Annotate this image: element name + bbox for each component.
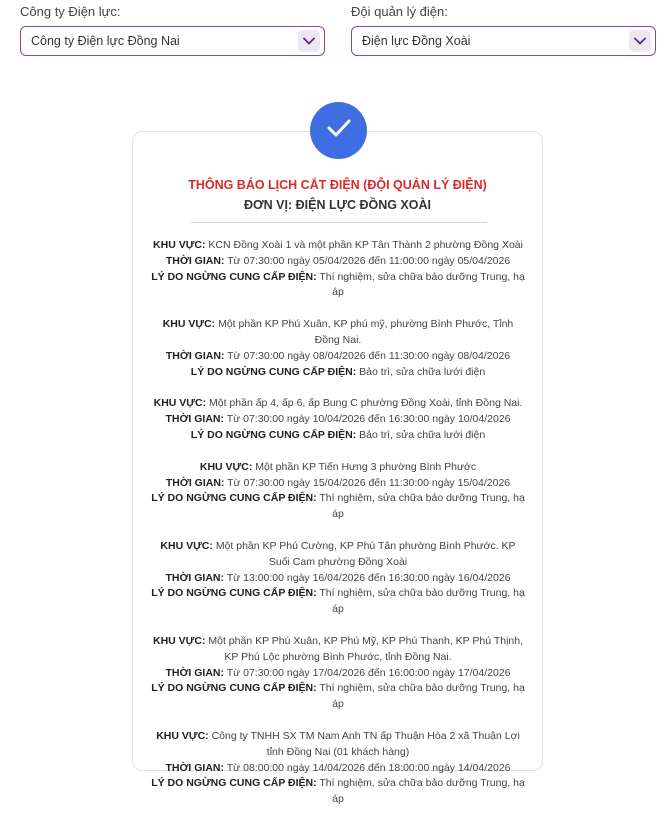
- entry-time-value: Từ 07:30:00 ngày 10/04/2026 đến 16:30:00 ngày 10/04/2026: [226, 413, 511, 426]
- entry-area-value: Một phần KP Phú Cường, KP Phú Tân phường Bình Phước. KP Suối Cam phường Đồng Xoài: [215, 539, 516, 568]
- entry-area-value: Một phần ấp 4, ấp 6, ấp Bung C phường Đồng Xoài, tỉnh Đồng Nai.: [209, 397, 523, 410]
- entry-area-label: KHU VỰC:: [160, 539, 213, 552]
- company-filter: [20, 4, 325, 56]
- entry-time-value: Từ 07:30:00 ngày 17/04/2026 đến 16:00:00 ngày 17/04/2026: [226, 666, 511, 679]
- entry-area-line: [149, 238, 527, 254]
- entry-area-value: Công ty TNHH SX TM Nam Anh TN ấp Thuận Hòa 2 xã Thuận Lợi tỉnh Đồng Nai (01 khách hàng): [211, 729, 520, 758]
- entry-area-label: KHU VỰC:: [156, 729, 209, 742]
- entry-time-value: Từ 13:00:00 ngày 16/04/2026 đến 16:30:00 ngày 16/04/2026: [226, 571, 511, 584]
- entry-reason-line: [149, 491, 527, 523]
- entry-reason-line: [149, 586, 527, 618]
- entry-time-label: THỜI GIAN:: [165, 413, 225, 426]
- entry-time-label: THỜI GIAN:: [165, 571, 225, 584]
- entry-area-line: [149, 634, 527, 666]
- entry-reason-line: [149, 270, 527, 302]
- entry-reason-label: LÝ DO NGỪNG CUNG CẤP ĐIỆN:: [151, 682, 317, 695]
- entry-reason-label: LÝ DO NGỪNG CUNG CẤP ĐIỆN:: [151, 587, 317, 600]
- entry-area-line: [149, 317, 527, 349]
- entry-time-label: THỜI GIAN:: [165, 254, 225, 267]
- outage-entry: [149, 317, 527, 380]
- entry-area-line: [149, 460, 527, 476]
- notice-unit: ĐƠN VỊ: ĐIỆN LỰC ĐỒNG XOÀI: [243, 198, 431, 212]
- team-filter: [351, 4, 656, 56]
- chevron-down-icon[interactable]: [298, 30, 320, 52]
- entry-reason-value: Bảo trì, sửa chữa lưới điện: [359, 365, 486, 378]
- entry-time-line: [149, 761, 527, 777]
- entry-area-label: KHU VỰC:: [152, 634, 206, 647]
- outage-entry: [149, 539, 527, 618]
- entry-reason-value: Thí nghiệm, sửa chữa bảo dưỡng Trung, hạ áp: [319, 682, 525, 711]
- outage-list: [149, 238, 527, 824]
- company-select[interactable]: [20, 26, 325, 56]
- entry-reason-label: LÝ DO NGỪNG CUNG CẤP ĐIỆN:: [151, 777, 317, 790]
- notice-title: THÔNG BÁO LỊCH CẮT ĐIỆN (ĐỘI QUẢN LÝ ĐIỆN): [188, 178, 487, 192]
- entry-time-value: Từ 07:30:00 ngày 08/04/2026 đến 11:30:00 ngày 08/04/2026: [227, 349, 511, 362]
- entry-time-label: THỜI GIAN:: [165, 666, 225, 679]
- entry-area-line: [149, 396, 527, 412]
- outage-entry: [149, 729, 527, 808]
- entry-reason-line: [149, 428, 527, 444]
- filters-bar: [0, 0, 669, 70]
- entry-time-label: THỜI GIAN:: [165, 476, 225, 489]
- success-badge: [310, 102, 367, 159]
- entry-reason-value: Thí nghiệm, sửa chữa bảo dưỡng Trung, hạ áp: [319, 587, 525, 616]
- entry-area-value: Một phần KP Tiến Hưng 3 phường Bình Phước: [255, 460, 477, 473]
- outage-entry: [149, 238, 527, 301]
- entry-time-line: [149, 412, 527, 428]
- entry-time-value: Từ 07:30:00 ngày 15/04/2026 đến 11:30:00 ngày 15/04/2026: [227, 476, 511, 489]
- team-select-value: Điện lực Đồng Xoài: [362, 34, 471, 48]
- entry-time-label: THỜI GIAN:: [165, 349, 225, 362]
- entry-reason-value: Bảo trì, sửa chữa lưới điện: [359, 428, 486, 441]
- check-icon: [327, 119, 351, 142]
- outage-entry: [149, 396, 527, 443]
- entry-area-value: Một phần KP Phú Xuân, KP phú mỹ, phường Bình Phước, Tỉnh Đồng Nai.: [218, 318, 514, 346]
- entry-reason-line: [149, 776, 527, 808]
- entry-time-label: THỜI GIAN:: [165, 761, 225, 774]
- entry-time-value: Từ 07:30:00 ngày 05/04/2026 đến 11:00:00 ngày 05/04/2026: [227, 254, 511, 267]
- entry-reason-label: LÝ DO NGỪNG CUNG CẤP ĐIỆN:: [151, 270, 317, 283]
- outage-entry: [149, 460, 527, 523]
- entry-time-value: Từ 08:00:00 ngày 14/04/2026 đến 18:00:00 ngày 14/04/2026: [226, 761, 511, 774]
- entry-time-line: [149, 476, 527, 492]
- entry-reason-line: [149, 681, 527, 713]
- entry-time-line: [149, 571, 527, 587]
- outage-entry: [149, 634, 527, 713]
- company-label: Công ty Điện lực:: [20, 4, 121, 19]
- entry-reason-value: Thí nghiệm, sửa chữa bảo dưỡng Trung, hạ áp: [319, 777, 525, 806]
- entry-area-label: KHU VỰC:: [199, 460, 253, 473]
- entry-area-label: KHU VỰC:: [153, 239, 206, 251]
- entry-reason-value: Thí nghiệm, sửa chữa bảo dưỡng Trung, hạ áp: [319, 270, 525, 299]
- chevron-down-icon[interactable]: [629, 30, 651, 52]
- entry-area-value: KCN Đồng Xoài 1 và một phần KP Tân Thành 2 phường Đồng Xoài: [208, 239, 523, 251]
- entry-reason-label: LÝ DO NGỪNG CUNG CẤP ĐIỆN:: [190, 365, 357, 378]
- outage-notice-card: [132, 131, 543, 806]
- entry-time-line: [149, 666, 527, 682]
- entry-area-line: [149, 729, 527, 761]
- divider: [191, 222, 487, 223]
- entry-area-label: KHU VỰC:: [162, 318, 216, 331]
- entry-reason-label: LÝ DO NGỪNG CUNG CẤP ĐIỆN:: [190, 428, 357, 441]
- entry-area-label: KHU VỰC:: [153, 397, 207, 410]
- entry-time-line: [149, 254, 527, 270]
- company-select-value: Công ty Điện lực Đồng Nai: [31, 34, 180, 48]
- entry-reason-line: [149, 365, 527, 381]
- team-select[interactable]: [351, 26, 656, 56]
- entry-reason-label: LÝ DO NGỪNG CUNG CẤP ĐIỆN:: [151, 492, 317, 505]
- entry-area-line: [149, 539, 527, 571]
- entry-reason-value: Thí nghiệm, sửa chữa bảo dưỡng Trung, hạ áp: [319, 492, 525, 521]
- entry-area-value: Một phần KP Phú Xuân, KP Phú Mỹ, KP Phú Thanh, KP Phú Thịnh, KP Phú Lộc phường Bình Phước, tỉnh Đồng Nai.: [208, 634, 524, 663]
- entry-time-line: [149, 349, 527, 365]
- team-label: Đội quản lý điện:: [351, 4, 448, 19]
